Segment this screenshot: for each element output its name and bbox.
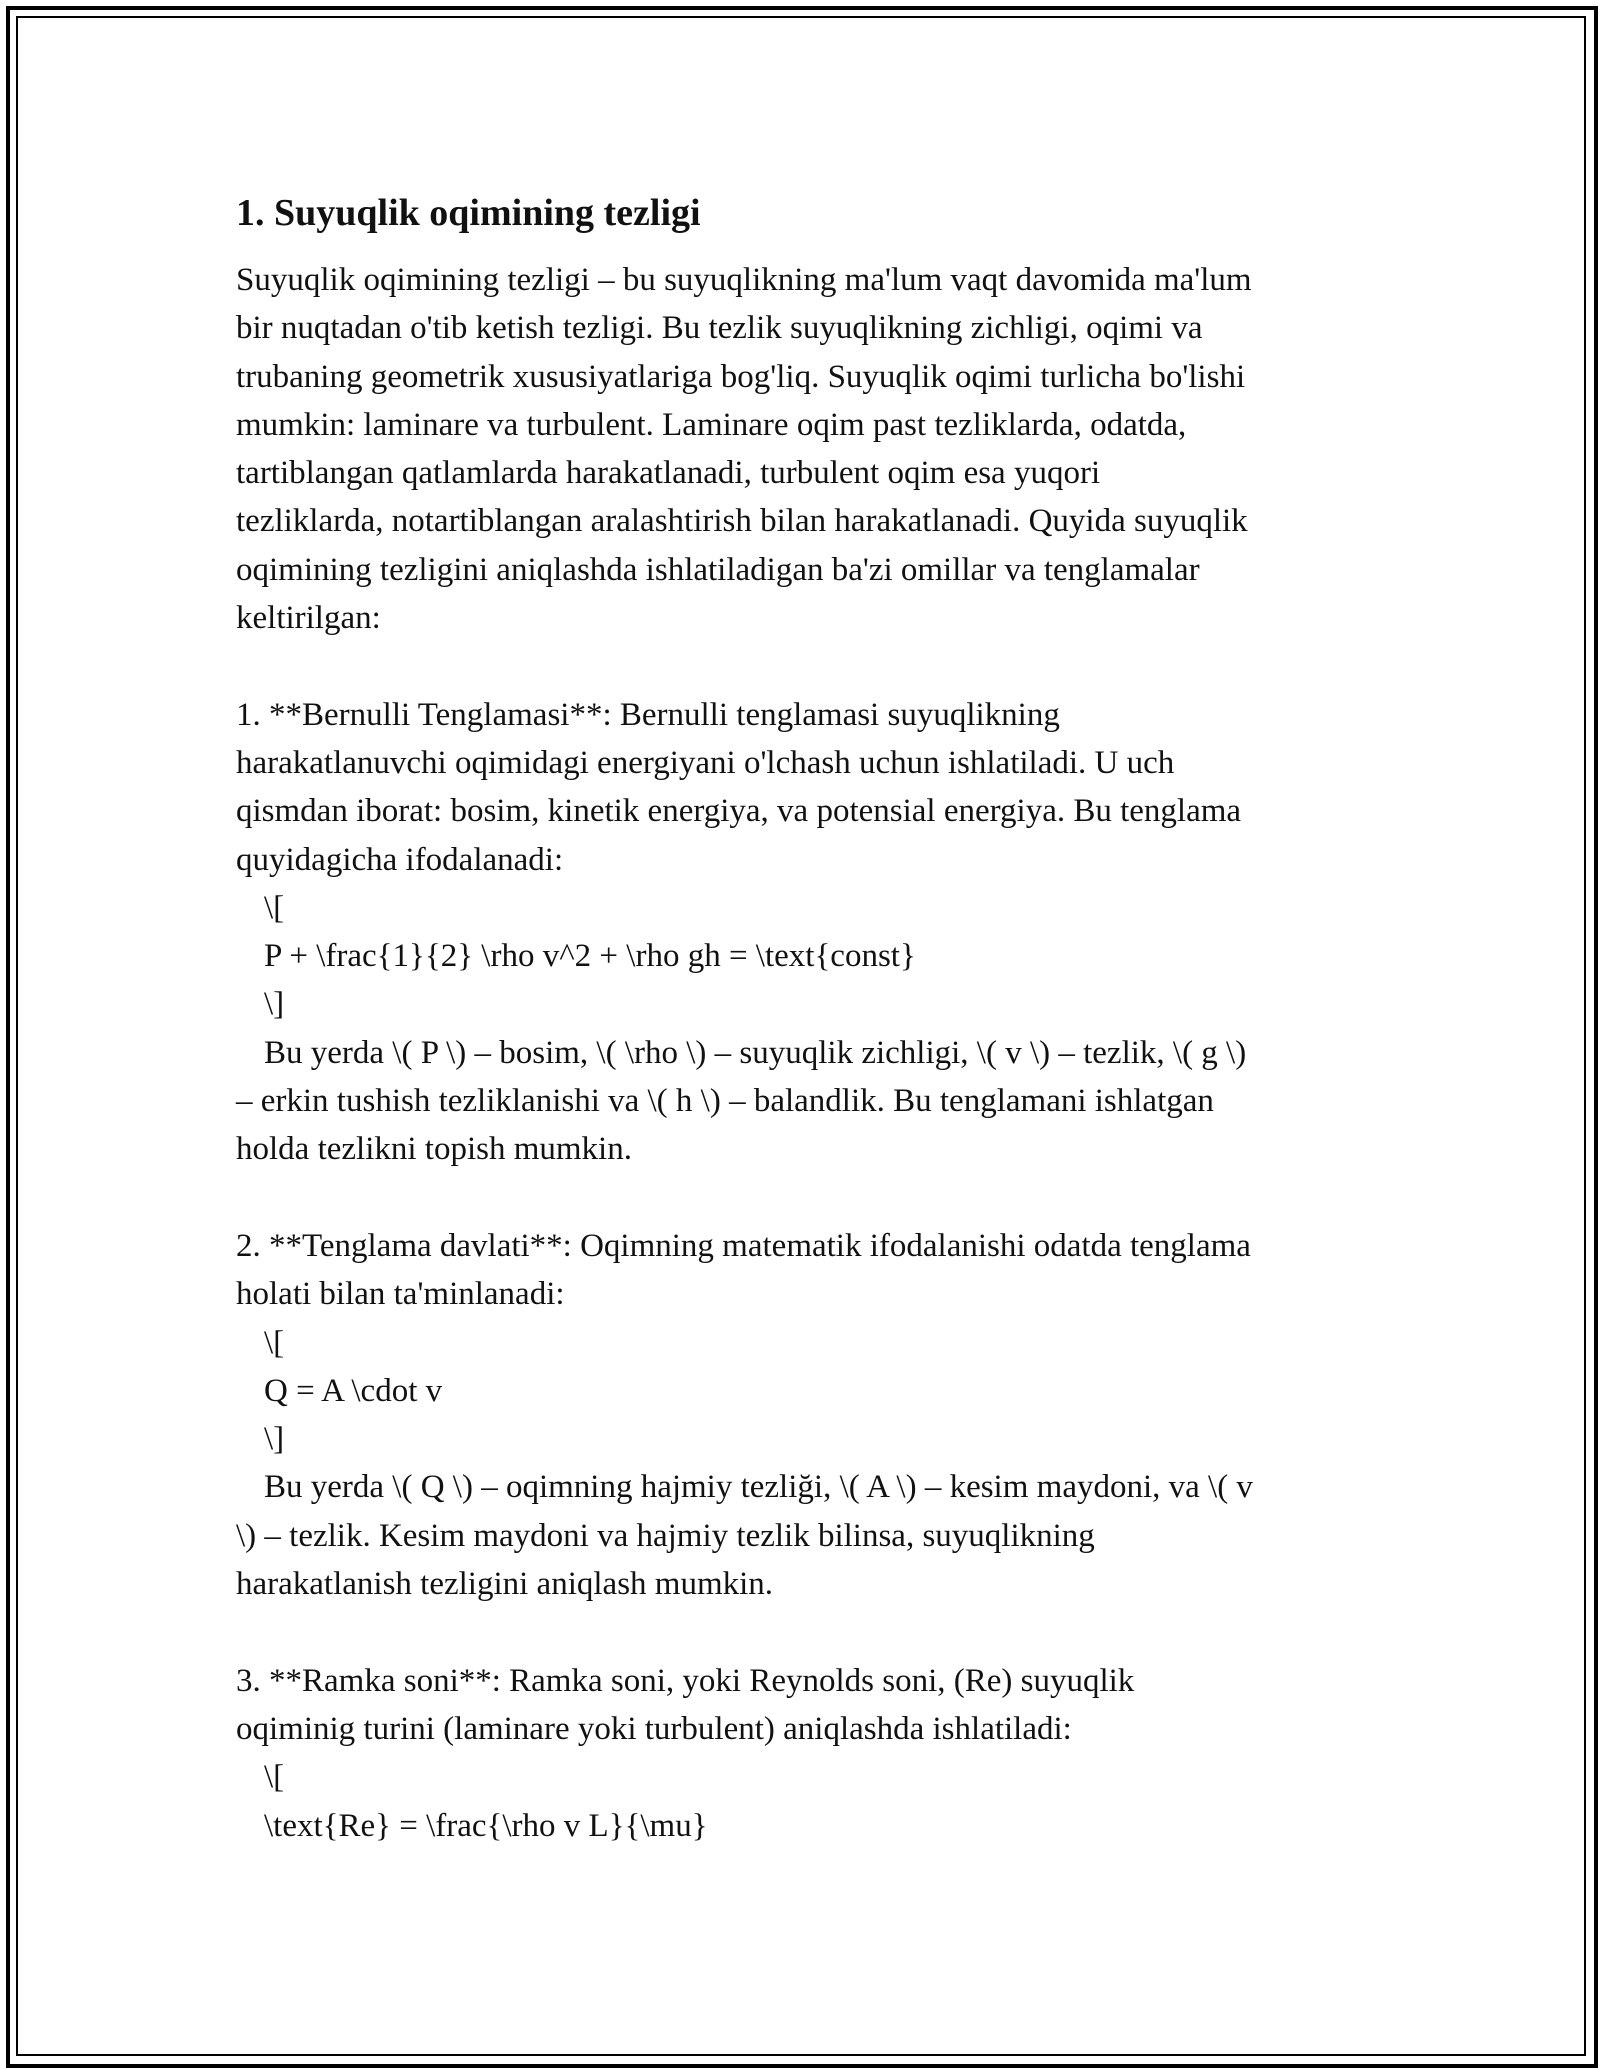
text-line: holati bilan ta'minlanadi: [236,1276,565,1313]
text-line: trubaning geometrik xususiyatlariga bog'liq. Suyuqlik oqimi turlicha bo'lishi [236,358,1246,395]
paragraph-gap [236,1608,1376,1656]
paragraph-gap [236,642,1376,690]
equation-open: \[ [264,1759,285,1796]
text-line: oqimining tezligini aniqlashda ishlatiladigan ba'zi omillar va tenglamalar [236,551,1200,588]
paragraph-gap [236,1174,1376,1222]
text-line: keltirilgan: [236,600,381,637]
equation-close: \] [264,1421,285,1458]
explanation-line: – erkin tushish tezliklanishi va \( h \) – balandlik. Bu tenglamani ishlatgan [236,1083,1214,1120]
text-line: tezliklarda, notartiblangan aralashtirish bilan harakatlanadi. Quyida suyuqlik [236,503,1248,540]
explanation-line: holda tezlikni topish mumkin. [236,1131,632,1168]
document-page [236,184,1376,1850]
text-line: bir nuqtadan o'tib ketish tezligi. Bu tezlik suyuqlikning zichligi, oqimi va [236,310,1203,347]
explanation-line: harakatlanish tezligini aniqlash mumkin. [236,1566,774,1603]
equation-bernoulli: P + \frac{1}{2} \rho v^2 + \rho gh = \text{const} [264,938,916,975]
intro-paragraph [236,256,1376,642]
text-line: mumkin: laminare va turbulent. Laminare oqim past tezliklarda, odatda, [236,406,1187,443]
list-item-continuity [236,1222,1376,1608]
equation-open: \[ [264,1324,285,1361]
list-item-bernoulli [236,691,1376,1174]
text-line: 2. **Tenglama davlati**: Oqimning matematik ifodalanishi odatda tenglama [236,1227,1251,1264]
text-line: Suyuqlik oqimining tezligi – bu suyuqlikning ma'lum vaqt davomida ma'lum [236,262,1252,298]
equation-reynolds: \text{Re} = \frac{\rho v L}{\mu} [264,1807,708,1844]
explanation-line: \) – tezlik. Kesim maydoni va hajmiy tezlik bilinsa, suyuqlikning [236,1517,1095,1554]
equation-flow-rate: Q = A \cdot v [264,1372,443,1409]
section-title: 1. Suyuqlik oqimining tezligi [236,192,701,234]
explanation-line: Bu yerda \( P \) – bosim, \( \rho \) – suyuqlik zichligi, \( v \) – tezlik, \( g \) [264,1034,1247,1071]
text-line: tartiblangan qatlamlarda harakatlanadi, turbulent oqim esa yuqori [236,455,1101,492]
text-line: quyidagicha ifodalanadi: [236,841,564,878]
text-line: qismdan iborat: bosim, kinetik energiya, va potensial energiya. Bu tenglama [236,793,1242,830]
text-line: harakatlanuvchi oqimidagi energiyani o'lchash uchun ishlatiladi. U uch [236,744,1175,781]
equation-close: \] [264,986,285,1023]
list-item-reynolds [236,1657,1376,1850]
text-line: 3. **Ramka soni**: Ramka soni, yoki Reynolds soni, (Re) suyuqlik [236,1662,1135,1699]
text-line: 1. **Bernulli Tenglamasi**: Bernulli tenglamasi suyuqlikning [236,696,1060,733]
explanation-line: Bu yerda \( Q \) – oqimning hajmiy tezliği, \( A \) – kesim maydoni, va \( v [264,1469,1253,1506]
text-line: oqiminig turini (laminare yoki turbulent) aniqlashda ishlatiladi: [236,1710,1072,1747]
equation-open: \[ [264,889,285,926]
